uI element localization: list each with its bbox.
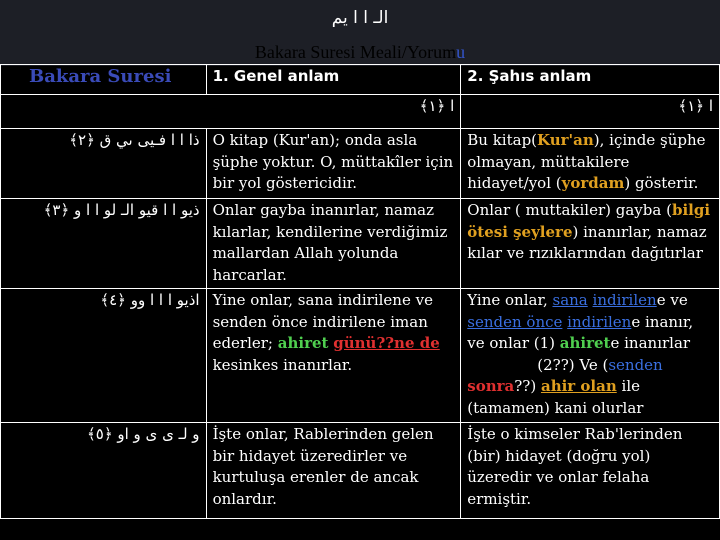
highlight-ahir-olan: ahir olan [540,377,617,395]
arabic-verse-5: و لـ ى ى و او ﴿٥﴾ [1,423,207,519]
highlight-indirilen: indirilen [592,291,657,309]
general-meaning-5: İşte onlar, Rablerinden gelen bir hidayet üzeredirler ve kurtuluşa erenler de ancak onlardır. [206,423,461,519]
header-row [1,65,720,95]
text-part: ), içinde şüphe olmayan, müttakilere hidayet/yol ( [467,131,706,192]
highlight-bilgi: bilgi ötesi şeylere [467,201,711,241]
highlight-gunu: günü?? [333,334,395,352]
highlight-ne-de: ne de [394,334,440,352]
general-meaning-2: O kitap (Kur'an); onda asla şüphe yoktur. O, müttakîler için bir yol göstericidir. [206,129,461,199]
highlight-senden-once: senden önce [467,312,563,331]
arabic-verse-3: ذيو ا ا قيو الـ لو ا ا و ﴿٣﴾ [1,199,207,289]
text-part: Yine onlar, [467,291,553,309]
table-row [1,423,720,519]
text-part: (2??) Ve ( [537,355,609,374]
table-row [1,129,720,199]
page-title-main: Bakara Suresi Meali/Yorum [254,42,457,62]
highlight-ahiret: ahiret [277,334,329,352]
highlight-ahiret: ahiret [559,334,611,352]
text-part: Onlar ( muttakiler) gayba ( [467,201,672,219]
text-part: ) gösterir. [624,174,699,192]
side-title-cell [1,65,207,95]
arabic-verse-1-right: ا ﴿١﴾ [461,95,720,129]
text-part: Yine onlar, sana indirilene ve senden önce indirilene iman ederler; [212,291,433,352]
highlight-kuran: Kur'an [537,131,594,149]
arabic-title: الـ ا ا يم [331,8,389,28]
personal-meaning-3 [461,199,720,289]
meaning-table [0,64,720,519]
table-row [1,289,720,423]
text-part: e inanır, ve onlar (1) [467,312,694,352]
text-part: e ve [656,291,688,309]
text-part: ??) [514,377,541,395]
arabic-verse-2: ذا ا ا فـيى ىي ق ﴿٢﴾ [1,129,207,199]
arabic-verse-4: اذيو ا ا ا وو ﴿٤﴾ [1,289,207,423]
text-part: ile (tamamen) kani olurlar [467,377,644,417]
highlight-sonra: sonra [467,377,515,395]
column-header-general: 1. Genel anlam [206,65,461,95]
highlight-sana: sana [552,291,588,309]
side-title: Bakara Suresi [29,66,172,87]
arabic-verse-1: ا ﴿١﴾ [1,95,461,129]
table-row [1,95,720,129]
text-part: Bu kitap( [467,131,538,149]
text-part: e inanırlar [610,334,691,352]
page-title [0,42,720,63]
general-meaning-4 [206,289,461,423]
personal-meaning-4 [461,289,720,423]
highlight-yordam: yordam [561,174,625,192]
personal-meaning-2 [461,129,720,199]
table-row [1,199,720,289]
column-header-personal: 2. Şahıs anlam [461,65,720,95]
page-title-tail: u [456,42,466,62]
highlight-indirilen: indirilen [567,312,632,331]
personal-meaning-5: İşte o kimseler Rab'lerinden (bir) hidayet (doğru yol) üzeredir ve onlar felaha ermiştir. [461,423,720,519]
highlight-senden: senden [608,355,663,374]
text-part: ) inanırlar, namaz kılar ve rızıklarından dağıtırlar [467,222,707,262]
general-meaning-3: Onlar gayba inanırlar, namaz kılarlar, kendilerine verdiğimiz mallardan Allah yolunda harcarlar. [206,199,461,289]
text-part: kesinkes inanırlar. [212,355,353,374]
